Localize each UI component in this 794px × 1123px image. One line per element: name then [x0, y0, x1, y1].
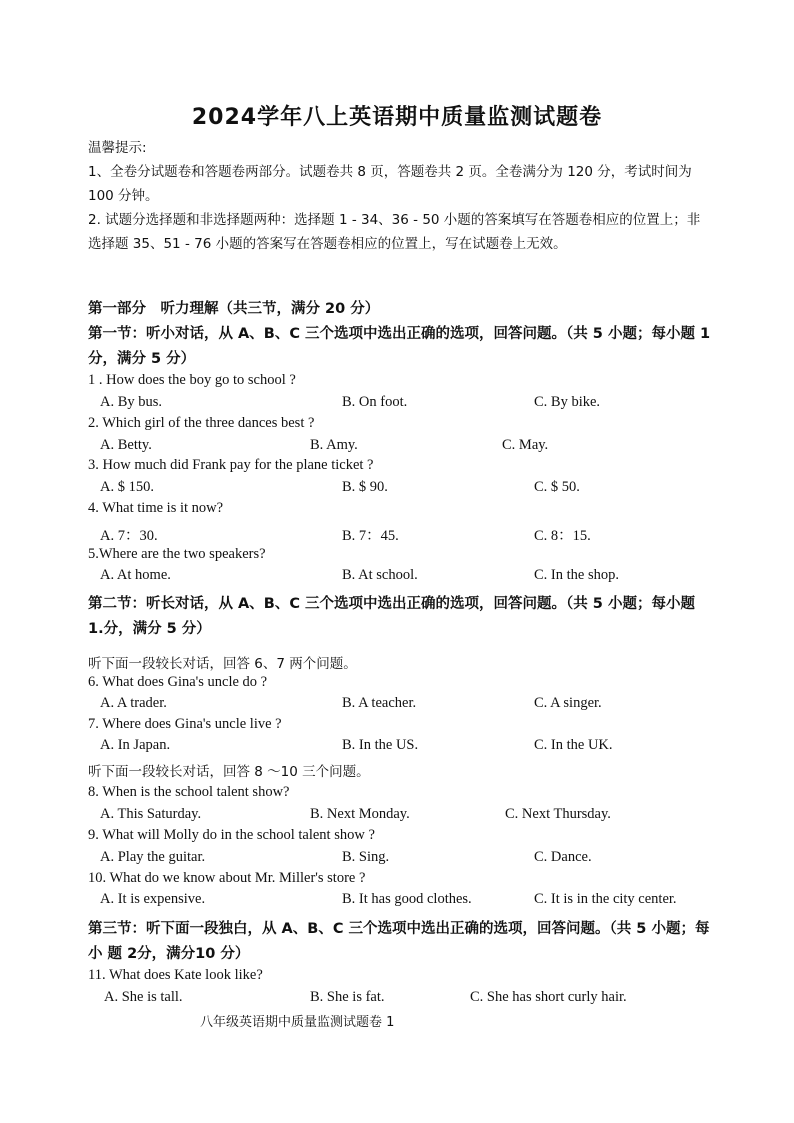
option-9c: C. Dance. — [534, 849, 592, 865]
option-5b: B. At school. — [342, 567, 418, 583]
option-4a: A. 7：30. — [100, 528, 158, 544]
question-10: 10. What do we know about Mr. Miller's store ? — [88, 870, 366, 886]
option-1a: A. By bus. — [100, 394, 163, 410]
option-3c: C. $ 50. — [534, 479, 580, 495]
part1-title: 第一部分 听力理解（共三节，满分 20 分） — [88, 301, 380, 317]
section2-note-1: 听下面一段较长对话，回答 6、7 两个问题。 — [88, 656, 357, 672]
question-3: 3. How much did Frank pay for the plane ticket ? — [88, 457, 374, 473]
option-11a: A. She is tall. — [104, 989, 183, 1005]
section2-title: 第二节：听长对话，从 A、B、C 三个选项中选出正确的选项，回答问题。（共 5 小题；每小题 1.分，满分 5 分） — [88, 596, 695, 637]
option-11b: B. She is fat. — [310, 989, 385, 1005]
option-8a: A. This Saturday. — [100, 806, 202, 822]
option-10a: A. It is expensive. — [100, 891, 206, 907]
question-5: 5.Where are the two speakers? — [88, 546, 266, 562]
section2-note-2: 听下面一段较长对话，回答 8 ～10 三个问题。 — [88, 764, 370, 780]
tips-block — [88, 136, 708, 256]
question-11: 11. What does Kate look like? — [88, 967, 263, 983]
section3-title: 第三节：听下面一段独白，从 A、B、C 三个选项中选出正确的选项，回答问题。（共 5 小题；每小 题 2分，满分10 分） — [88, 921, 710, 962]
page-title: 2024学年八上英语期中质量监测试题卷 — [191, 105, 603, 130]
option-7a: A. In Japan. — [100, 737, 171, 753]
question-7: 7. Where does Gina's uncle live ? — [88, 716, 282, 732]
question-6: 6. What does Gina's uncle do ? — [88, 674, 268, 690]
option-4c: C. 8：15. — [534, 528, 591, 544]
option-9b: B. Sing. — [342, 849, 390, 865]
tips-line-2: 2. 试题分选择题和非选择题两种：选择题 1 - 34、36 - 50 小题的答案填写在答题卷相应的位置上；非选择题 35、51 - 76 小题的答案写在答题卷相应的位置上，写在试题卷上无效。 — [88, 212, 701, 252]
option-8c: C. Next Thursday. — [505, 806, 611, 822]
section1-title: 第一节：听小对话，从 A、B、C 三个选项中选出正确的选项，回答问题。（共 5 小题；每小题 1 分，满分 5 分） — [88, 326, 711, 367]
option-3b: B. $ 90. — [342, 479, 388, 495]
option-6b: B. A teacher. — [342, 695, 417, 711]
option-7b: B. In the US. — [342, 737, 419, 753]
tips-line-1: 1、全卷分试题卷和答题卷两部分。试题卷共 8 页，答题卷共 2 页。全卷满分为 120 分，考试时间为 100 分钟。 — [88, 164, 692, 204]
option-3a: A. $ 150. — [100, 479, 154, 495]
question-1: 1 . How does the boy go to school ? — [88, 372, 296, 388]
option-9a: A. Play the guitar. — [100, 849, 206, 865]
option-11c: C. She has short curly hair. — [470, 989, 627, 1005]
option-2a: A. Betty. — [100, 437, 152, 453]
question-4: 4. What time is it now? — [88, 500, 224, 516]
question-8: 8. When is the school talent show? — [88, 784, 290, 800]
option-1c: C. By bike. — [534, 394, 601, 410]
option-6c: C. A singer. — [534, 695, 602, 711]
option-2b: B. Amy. — [310, 437, 358, 453]
option-6a: A. A trader. — [100, 695, 167, 711]
option-8b: B. Next Monday. — [310, 806, 410, 822]
page-footer: 八年级英语期中质量监测试题卷 1 — [200, 1015, 395, 1030]
option-4b: B. 7：45. — [342, 528, 399, 544]
question-2: 2. Which girl of the three dances best ? — [88, 415, 315, 431]
option-2c: C. May. — [502, 437, 549, 453]
question-9: 9. What will Molly do in the school talent show ? — [88, 827, 375, 843]
option-1b: B. On foot. — [342, 394, 408, 410]
option-5c: C. In the shop. — [534, 567, 619, 583]
option-10b: B. It has good clothes. — [342, 891, 472, 907]
option-5a: A. At home. — [100, 567, 171, 583]
option-10c: C. It is in the city center. — [534, 891, 677, 907]
tips-heading: 温馨提示: — [88, 140, 147, 156]
option-7c: C. In the UK. — [534, 737, 613, 753]
